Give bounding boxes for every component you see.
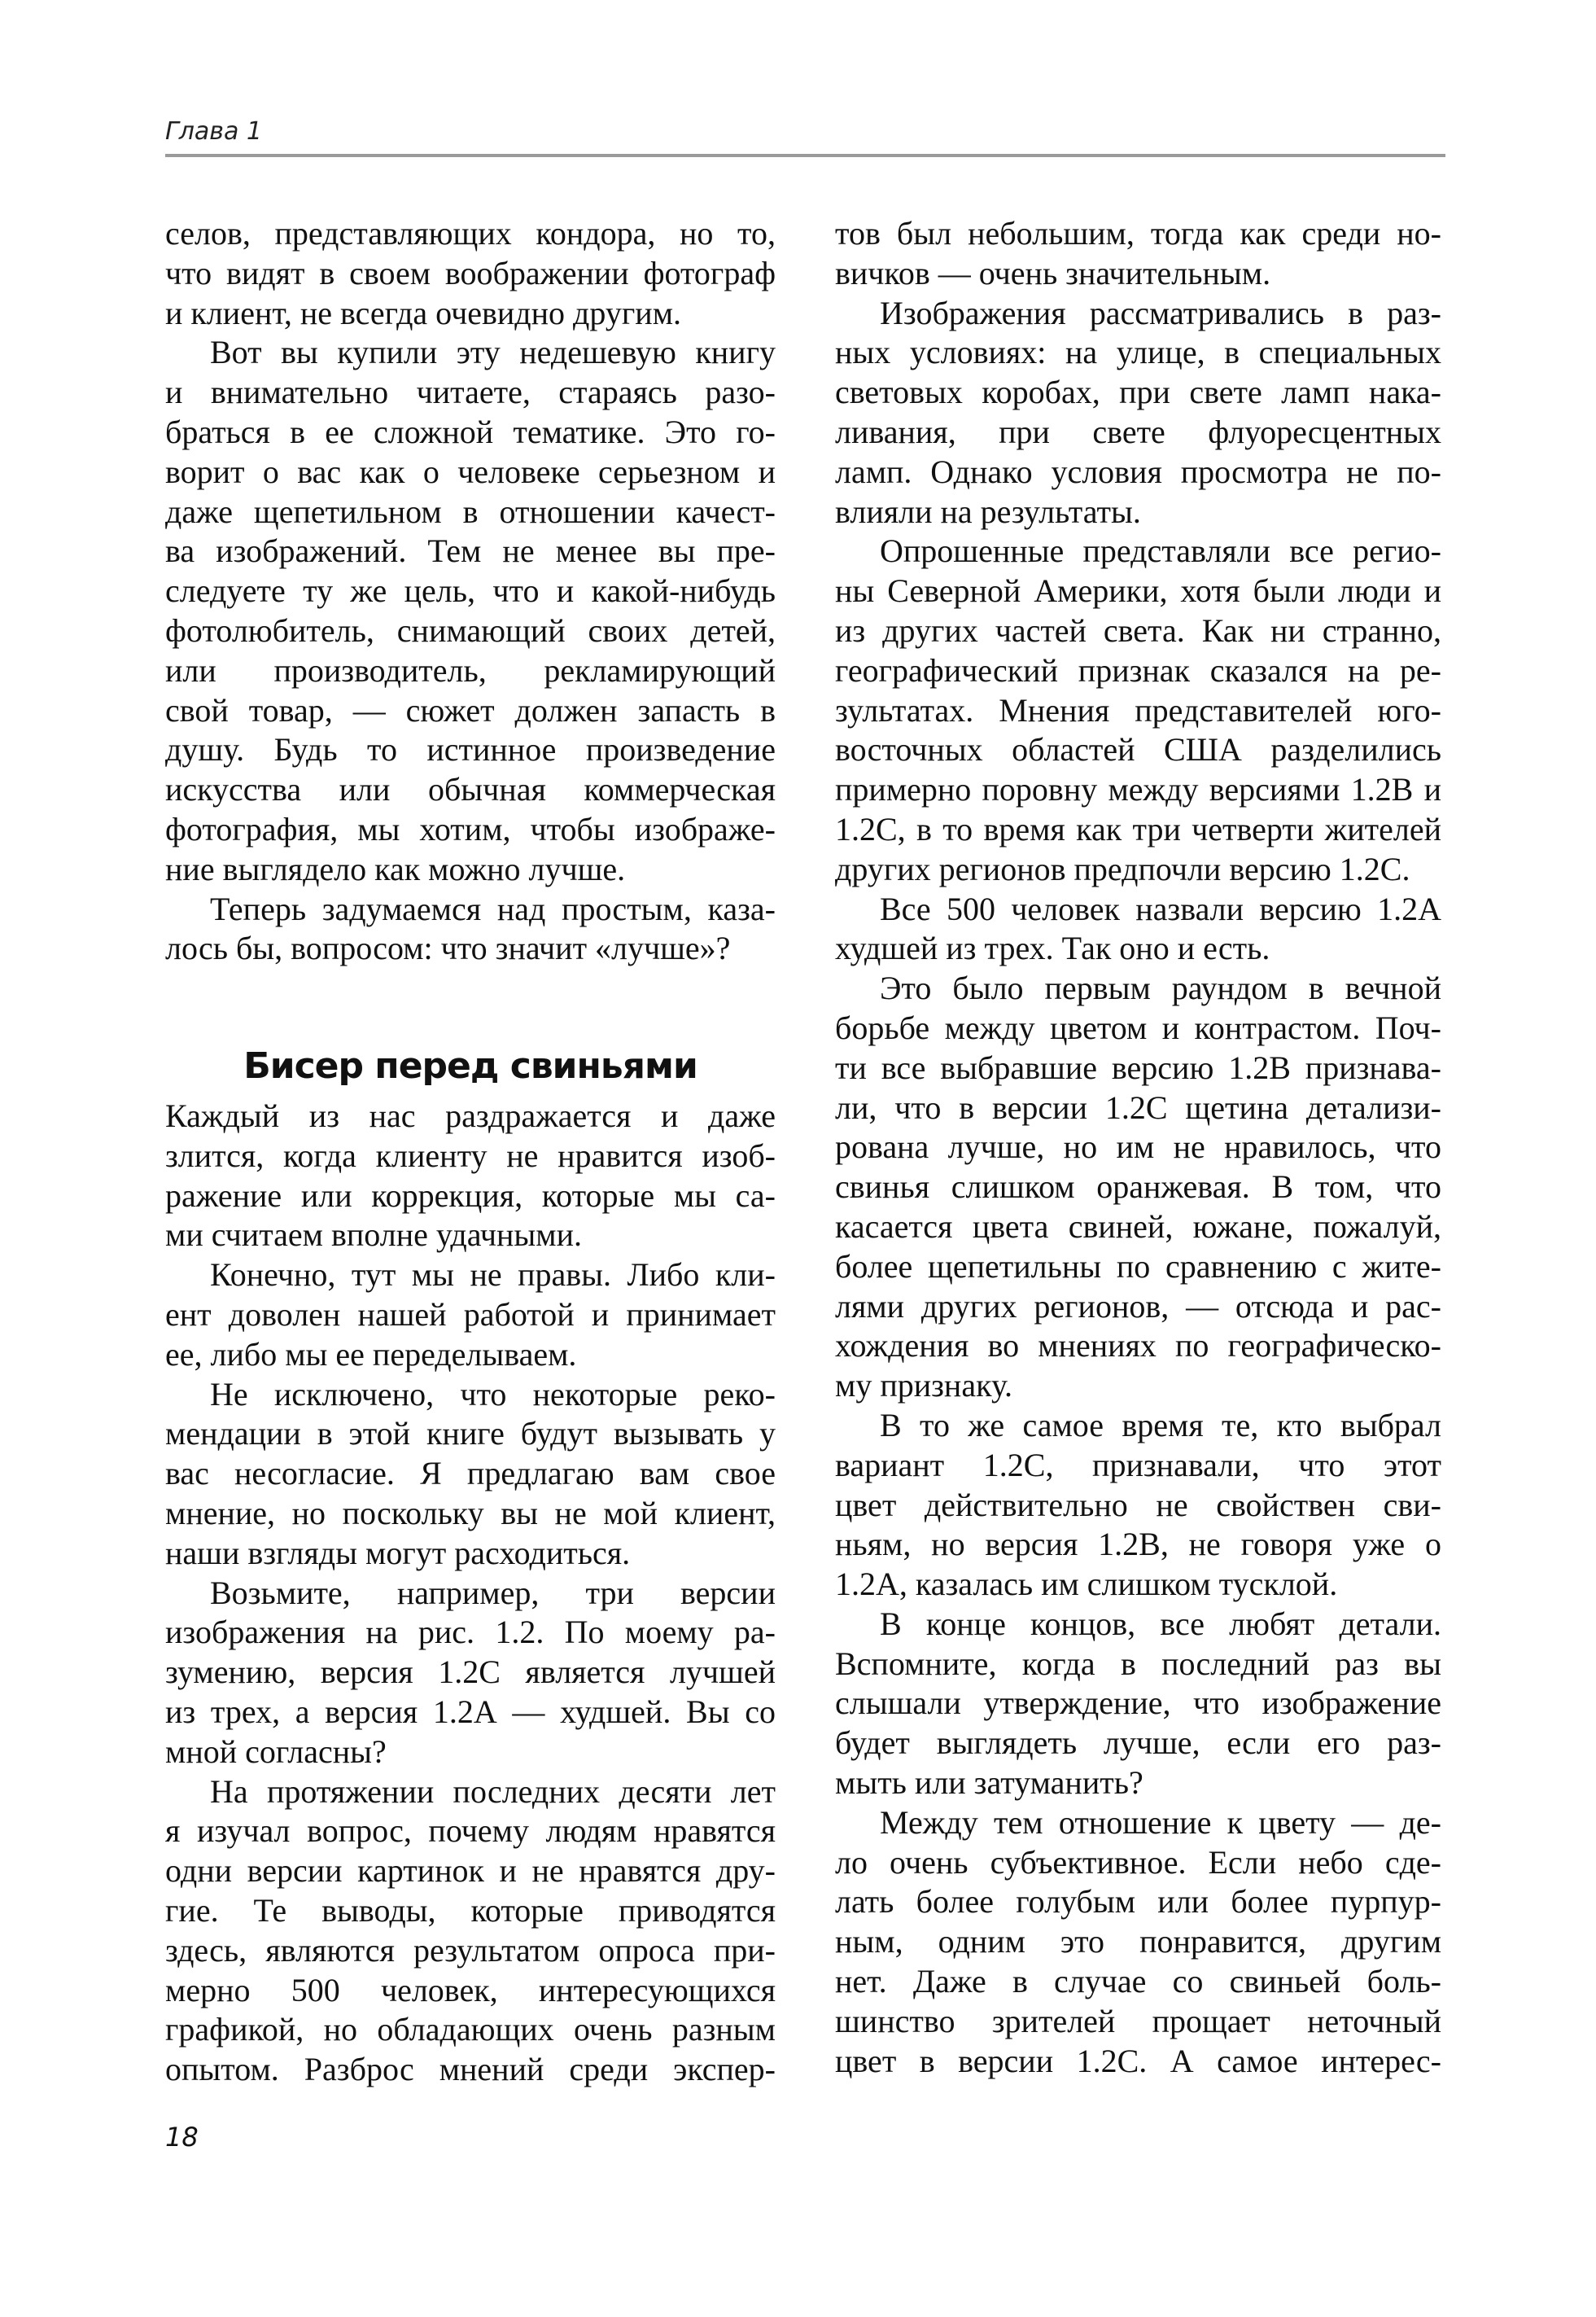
text-line: географический признак сказался на ре- xyxy=(835,651,1441,689)
text-line: ньям, но версия 1.2В, не говоря уже о xyxy=(835,1526,1441,1563)
text-line: ти все выбравшие версию 1.2В признава- xyxy=(835,1049,1441,1086)
text-line: цвет действительно не свойствен сви- xyxy=(835,1486,1441,1523)
text-line: изображения на рис. 1.2. По моему ра- xyxy=(165,1614,776,1651)
text-line: Все 500 человек назвали версию 1.2А xyxy=(880,890,1441,927)
paragraph xyxy=(165,214,776,333)
text-line: я изучал вопрос, почему людям нравятся xyxy=(165,1812,776,1850)
text-line: Вот вы купили эту недешевую книгу xyxy=(210,334,776,371)
text-line: свинья слишком оранжевая. В том, что xyxy=(835,1168,1441,1206)
text-line: ным, одним это понравится, другим xyxy=(835,1923,1441,1960)
text-line: лось бы, вопросом: что значит «лучше»? xyxy=(165,930,731,967)
text-line: борьбе между цветом и контрастом. Поч- xyxy=(835,1009,1441,1046)
paragraph xyxy=(835,969,1441,1406)
header-rule xyxy=(165,154,1445,157)
text-line: ламп. Однако условия просмотра не по- xyxy=(835,453,1441,490)
text-line: искусства или обычная коммерческая xyxy=(165,771,776,808)
text-line: мной согласны? xyxy=(165,1732,387,1770)
text-line: из других частей света. Как ни странно, xyxy=(835,611,1441,649)
paragraph xyxy=(835,214,1441,294)
text-line: более щепетильны по сравнению с жите- xyxy=(835,1247,1441,1285)
text-line: одни версии картинок и не нравятся дру- xyxy=(165,1852,776,1890)
paragraph xyxy=(165,1574,776,1772)
text-line: даже щепетильном в отношении качест- xyxy=(165,493,776,530)
text-line: ливания, при свете флуоресцентных xyxy=(835,413,1441,450)
text-line: хождения во мнениях по географическо- xyxy=(835,1327,1441,1364)
text-line: вас несогласие. Я предлагаю вам свое xyxy=(165,1455,776,1492)
left-column-bottom xyxy=(165,1097,776,2090)
text-line: из трех, а версия 1.2А — худшей. Вы со xyxy=(165,1693,776,1730)
paragraph xyxy=(165,333,776,889)
text-line: ли, что в версии 1.2С щетина детализи- xyxy=(835,1088,1441,1126)
text-line: лать более голубым или более пурпур- xyxy=(835,1883,1441,1921)
text-line: нет. Даже в случае со свиньей боль- xyxy=(835,1963,1441,2000)
text-line: лями других регионов, — отсюда и рас- xyxy=(835,1287,1441,1325)
text-line: 1.2А, казалась им слишком тусклой. xyxy=(835,1566,1338,1603)
paragraph xyxy=(835,1803,1441,2082)
text-line: свой товар, — сюжет должен запасть в xyxy=(165,691,776,729)
text-line: Конечно, тут мы не правы. Либо кли- xyxy=(210,1256,776,1294)
text-line: наши взгляды могут расходиться. xyxy=(165,1534,631,1571)
text-line: В конце концов, все любят детали. xyxy=(880,1605,1441,1642)
text-line: ние выглядело как можно лучше. xyxy=(165,850,626,887)
paragraph xyxy=(165,890,776,970)
text-line: цвет в версии 1.2С. А самое интерес- xyxy=(835,2042,1441,2079)
text-line: Не исключено, что некоторые реко- xyxy=(210,1375,776,1413)
text-line: здесь, являются результатом опроса при- xyxy=(165,1931,776,1969)
paragraph xyxy=(835,294,1441,532)
paragraph xyxy=(835,1605,1441,1803)
page-number: 18 xyxy=(165,2122,199,2153)
text-line: фотография, мы хотим, чтобы изображе- xyxy=(165,810,776,848)
text-line: душу. Будь то истинное произведение xyxy=(165,731,776,769)
text-line: будет выглядеть лучше, если его раз- xyxy=(835,1724,1441,1762)
section-heading: Бисер перед свиньями xyxy=(243,1045,697,1087)
text-line: Возьмите, например, три версии xyxy=(210,1574,776,1611)
text-line: мендации в этой книге будут вызывать у xyxy=(165,1415,776,1452)
left-column-top xyxy=(165,214,776,969)
text-line: му признаку. xyxy=(835,1367,1012,1404)
text-line: ворит о вас как о человеке серьезном и xyxy=(165,453,776,490)
text-line: Каждый из нас раздражается и даже xyxy=(165,1097,776,1134)
text-line: и внимательно читаете, стараясь разо- xyxy=(165,374,776,411)
text-line: слышали утверждение, что изображение xyxy=(835,1684,1441,1722)
text-line: фотолюбитель, снимающий своих детей, xyxy=(165,611,776,649)
text-line: мерно 500 человек, интересующихся xyxy=(165,1971,776,2008)
text-line: браться в ее сложной тематике. Это го- xyxy=(165,413,776,450)
text-line: других регионов предпочли версию 1.2С. xyxy=(835,850,1410,887)
text-line: примерно поровну между версиями 1.2В и xyxy=(835,771,1441,808)
text-line: ло очень субъективное. Если небо сде- xyxy=(835,1843,1441,1881)
text-line: ражение или коррекция, которые мы са- xyxy=(165,1176,776,1214)
text-line: селов, представляющих кондора, но то, xyxy=(165,215,776,252)
text-line: или производитель, рекламирующий xyxy=(165,651,776,689)
text-line: восточных областей США разделились xyxy=(835,731,1441,769)
text-line: Между тем отношение к цвету — де- xyxy=(880,1803,1441,1841)
text-line: зумению, версия 1.2С является лучшей xyxy=(165,1653,776,1691)
text-line: вариант 1.2С, признавали, что этот xyxy=(835,1446,1441,1483)
text-line: графикой, но обладающих очень разным xyxy=(165,2011,776,2048)
text-line: ва изображений. Тем не менее вы пре- xyxy=(165,532,776,570)
text-line: тов был небольшим, тогда как среди но- xyxy=(835,215,1441,252)
paragraph xyxy=(835,1406,1441,1605)
text-line: злится, когда клиенту не нравится изоб- xyxy=(165,1137,776,1174)
text-line: В то же самое время те, кто выбрал xyxy=(880,1406,1441,1443)
text-line: опытом. Разброс мнений среди экспер- xyxy=(165,2051,776,2088)
text-line: Изображения рассматривались в раз- xyxy=(880,294,1441,331)
paragraph xyxy=(835,532,1441,889)
paragraph xyxy=(835,890,1441,970)
text-line: рована лучше, но им не нравилось, что xyxy=(835,1128,1441,1166)
text-line: ент доволен нашей работой и принимает xyxy=(165,1295,776,1333)
paragraph xyxy=(165,1375,776,1574)
text-line: Вспомните, когда в последний раз вы xyxy=(835,1645,1441,1682)
right-column xyxy=(835,214,1441,2081)
text-line: что видят в своем воображении фотограф xyxy=(165,254,776,291)
paragraph xyxy=(165,1772,776,2090)
text-line: худшей из трех. Так оно и есть. xyxy=(835,930,1270,967)
text-line: На протяжении последних десяти лет xyxy=(210,1772,776,1810)
text-line: шинство зрителей прощает неточный xyxy=(835,2002,1441,2039)
running-head: Глава 1 xyxy=(165,117,262,146)
text-line: Это было первым раундом в вечной xyxy=(880,970,1441,1007)
text-line: мнение, но поскольку вы не мой клиент, xyxy=(165,1494,776,1531)
text-line: гие. Те выводы, которые приводятся xyxy=(165,1891,776,1929)
text-line: Опрошенные представляли все регио- xyxy=(880,532,1441,570)
text-line: ми считаем вполне удачными. xyxy=(165,1216,582,1254)
text-line: касается цвета свиней, южане, пожалуй, xyxy=(835,1207,1441,1245)
text-line: ны Северной Америки, хотя были люди и xyxy=(835,572,1441,610)
text-line: ных условиях: на улице, в специальных xyxy=(835,334,1441,371)
text-line: следуете ту же цель, что и какой-нибудь xyxy=(165,572,776,610)
text-line: ее, либо мы ее переделываем. xyxy=(165,1335,577,1373)
paragraph xyxy=(165,1255,776,1374)
text-line: Теперь задумаемся над простым, каза- xyxy=(210,890,776,927)
text-line: влияли на результаты. xyxy=(835,493,1141,530)
text-line: световых коробах, при свете ламп нака- xyxy=(835,374,1441,411)
paragraph xyxy=(165,1097,776,1255)
text-line: вичков — очень значительным. xyxy=(835,254,1271,291)
text-line: зультатах. Мнения представителей юго- xyxy=(835,691,1441,729)
text-line: мыть или затуманить? xyxy=(835,1764,1143,1802)
text-line: 1.2С, в то время как три четверти жителей xyxy=(835,810,1441,848)
text-line: и клиент, не всегда очевидно другим. xyxy=(165,294,682,331)
